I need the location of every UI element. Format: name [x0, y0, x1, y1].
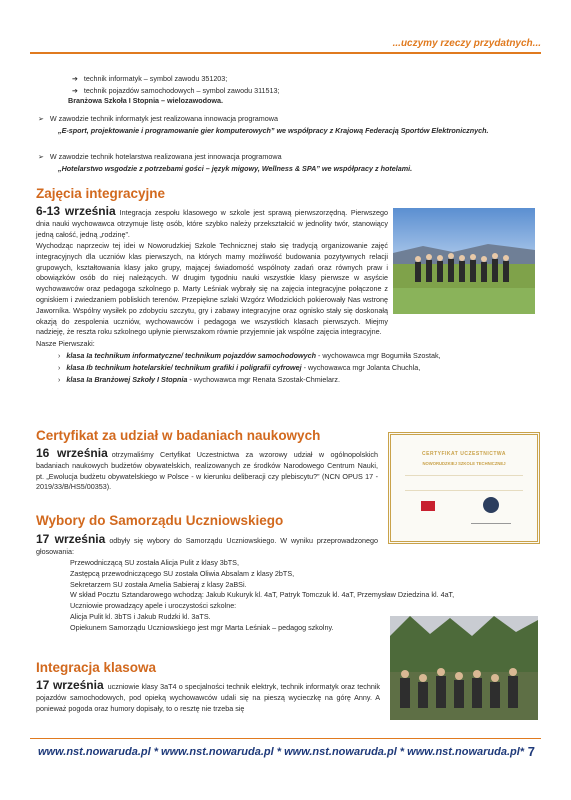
- class-trip-photo: [390, 616, 538, 720]
- mountain-group-photo: [393, 208, 535, 314]
- list-item: Zastępcą przewodniczącego SU została Oliwia Absalam z klasy 2bTS,: [70, 568, 295, 578]
- list-item: W skład Pocztu Sztandarowego wchodzą: Jakub Kukuryk kl. 4aT, Patryk Tomczuk kl. 4aT, Przemysław Dziedzina kl. 4aT,: [70, 590, 455, 600]
- elections-lead: 17 września odbyły się wybory do Samorządu Uczniowskiego. W wyniku przeprowadzonego głosowania:: [36, 532, 379, 556]
- specialty-item: ➔ technik pojazdów samochodowych – symbol zawodu 311513;: [72, 85, 280, 95]
- first-classes-list: [58, 351, 538, 386]
- signature-line: [471, 523, 511, 524]
- specialty-list: [72, 74, 492, 98]
- integration-photo: [393, 208, 535, 314]
- innovation-hotelarstwo: ➢ W zawodzie technik hotelarstwa realizowana jest innowacja programowa „Hotelarstwo wsgodzie z potrzebami gości – język migowy, Wellness & SPA” we współpracy z hotelami.: [38, 152, 413, 173]
- elections-date: 17 września: [36, 532, 106, 546]
- page-number: 7: [527, 744, 535, 759]
- arrow-right-icon: ➔: [72, 87, 78, 95]
- section-title-class-integration: Integracja klasowa: [36, 660, 157, 675]
- chevron-bullet-icon: ›: [58, 364, 61, 372]
- specialty-item: ➔ technik informatyk – symbol zawodu 351203;: [72, 74, 228, 83]
- chevron-bullet-icon: ›: [58, 376, 61, 384]
- innovation-informatyk: ➢ W zawodzie technik informatyk jest realizowana innowacja programowa „E-sport, projektowanie i programowanie gier komputerowych” we współpracy z Krajową Federacją Sportów Elektronicznych.: [38, 114, 489, 135]
- branzowa-line: Branżowa Szkoła I Stopnia – wielozawodowa.: [68, 96, 223, 105]
- ncn-logo-icon: [421, 501, 435, 511]
- class-integration-date: 17 września: [36, 678, 104, 692]
- triangle-bullet-icon: ➢: [38, 116, 44, 123]
- list-item: › klasa Ia technikum informatyczne/ technikum pojazdów samochodowych - wychowawca mgr Bogumiła Szostak,: [58, 351, 441, 360]
- header-tagline: ...uczymy rzeczy przydatnych...: [392, 38, 541, 49]
- list-item: Przewodniczącą SU została Alicja Pulit z klasy 3bTS,: [70, 558, 239, 567]
- footer-links[interactable]: www.nst.nowaruda.pl * www.nst.nowaruda.pl * www.nst.nowaruda.pl * www.nst.nowaruda.pl*: [38, 746, 525, 758]
- list-item: Uczniowie prowadzący apele i uroczystości szkolne:: [70, 601, 237, 611]
- forest-group-photo: [390, 616, 538, 720]
- list-item: › klasa Ia Branżowej Szkoły I Stopnia - wychowawca mgr Renata Szostak-Chmielarz.: [58, 374, 340, 384]
- list-item: Opiekunem Samorządu Uczniowskiego jest mgr Marta Leśniak – pedagog szkolny.: [70, 622, 334, 632]
- triangle-bullet-icon: ➢: [38, 154, 44, 161]
- section-title-integration: Zajęcia integracyjne: [36, 186, 166, 201]
- section-title-certificate: Certyfikat za udział w badaniach naukowych: [36, 428, 321, 443]
- first-classes-label: Nasze Pierwszaki:: [36, 339, 95, 348]
- certificate-date: 16 września: [36, 446, 108, 460]
- class-integration-text: 17 września uczniowie klasy 3aT4 o specjalności technik elektryk, technik informatyk oraz technik pojazdów samochodowych, pod opieką wychowawców udali się na pieszą wycieczkę na górę Anny. A ponieważ pogoda oraz humory dopisały, to o resztę nie trzeba się: [36, 678, 381, 713]
- list-item: Alicja Pulit kl. 3bTS i Jakub Rudzki kl. 3aTS.: [70, 611, 211, 621]
- certificate-image: CERTYFIKAT UCZESTNICTWA NOWORUDZKIEJ SZKOLE TECHNICZNEJ: [388, 432, 540, 544]
- integration-date: 6-13 września: [36, 204, 116, 218]
- list-item: › klasa Ib technikum hotelarskie/ technikum grafiki i poligrafii cyfrowej - wychowawca mgr Jolanta Chuchla,: [58, 362, 421, 372]
- seal-icon: [483, 497, 499, 513]
- certificate-text-lines: [405, 475, 523, 491]
- arrow-right-icon: ➔: [72, 76, 78, 83]
- chevron-bullet-icon: ›: [58, 353, 61, 360]
- integration-p2-narrow: Wychodząc naprzeciw tej idei w Noworudzkiej Szkole Technicznej stało się tradycją organizowanie zajęć integracyjnych dla uczniów klas pierwszych, na których mamy możliwość budowania pozytywnych relacji grupowych, kształtowania klasy jako grupy, mającej świadomość wspólnoty zadań oraz równych praw i obowiązków osób do niej należących. W drugim tygodniu nauki wszystkie klasy pierwsze w asyście wychowawców oraz pedagoga szkolnego p. Marty Leśniak wybrały się na zajęcia integracyjne połączone z ogniskiem i zwiedzaniem pobliskich terenów. Przepiękne szlaki Wzgórz Włodzickich pokierowały Nas wstronę Jaworníka. Wspólny wysiłek po zdobyciu szczytu, gry i zabawy integracyjne oraz ognisko stały się doskonałą okazją do zespolenia uczniów, wychowawców i pedagoga we wszystkich klasach pierwszych. Miejmy nadzieję, że reszta roku szkolnego upłynie pierwszakom równie przyjemnie jak wspólne zajęcia integracyjne.: [36, 241, 388, 337]
- footer-divider: [30, 738, 541, 739]
- header-divider: [30, 52, 541, 54]
- list-item: Sekretarzem SU została Amelia Sabieraj z klasy 2aBSi.: [70, 579, 247, 589]
- integration-p1: 6-13 września Integracja zespołu klasowego w szkole jest sprawą pierwszorzędną. Pierwszego dnia nauki wychowawca otrzymuje listę osób, które szybko należy przekształcić w jednolity twór, stanowiący jedną całość, jedną „rodzinę”.: [36, 204, 389, 239]
- section-title-elections: Wybory do Samorządu Uczniowskiego: [36, 513, 284, 528]
- certificate-text: 16 września otrzymaliśmy Certyfikat Uczestnictwa za wzorowy udział w ogólnopolskich badaniach naukowych budżetów obywatelskich, realizowanych ze środków Narodowego Centrum Nauki, pt. „Ewolucja budżetu obywatelskiego w Polsce - w kierunku deliberacji czy plebiscytu?” (NCN OPUS 17 - 2019/33/B/HS5/00353).: [36, 446, 379, 492]
